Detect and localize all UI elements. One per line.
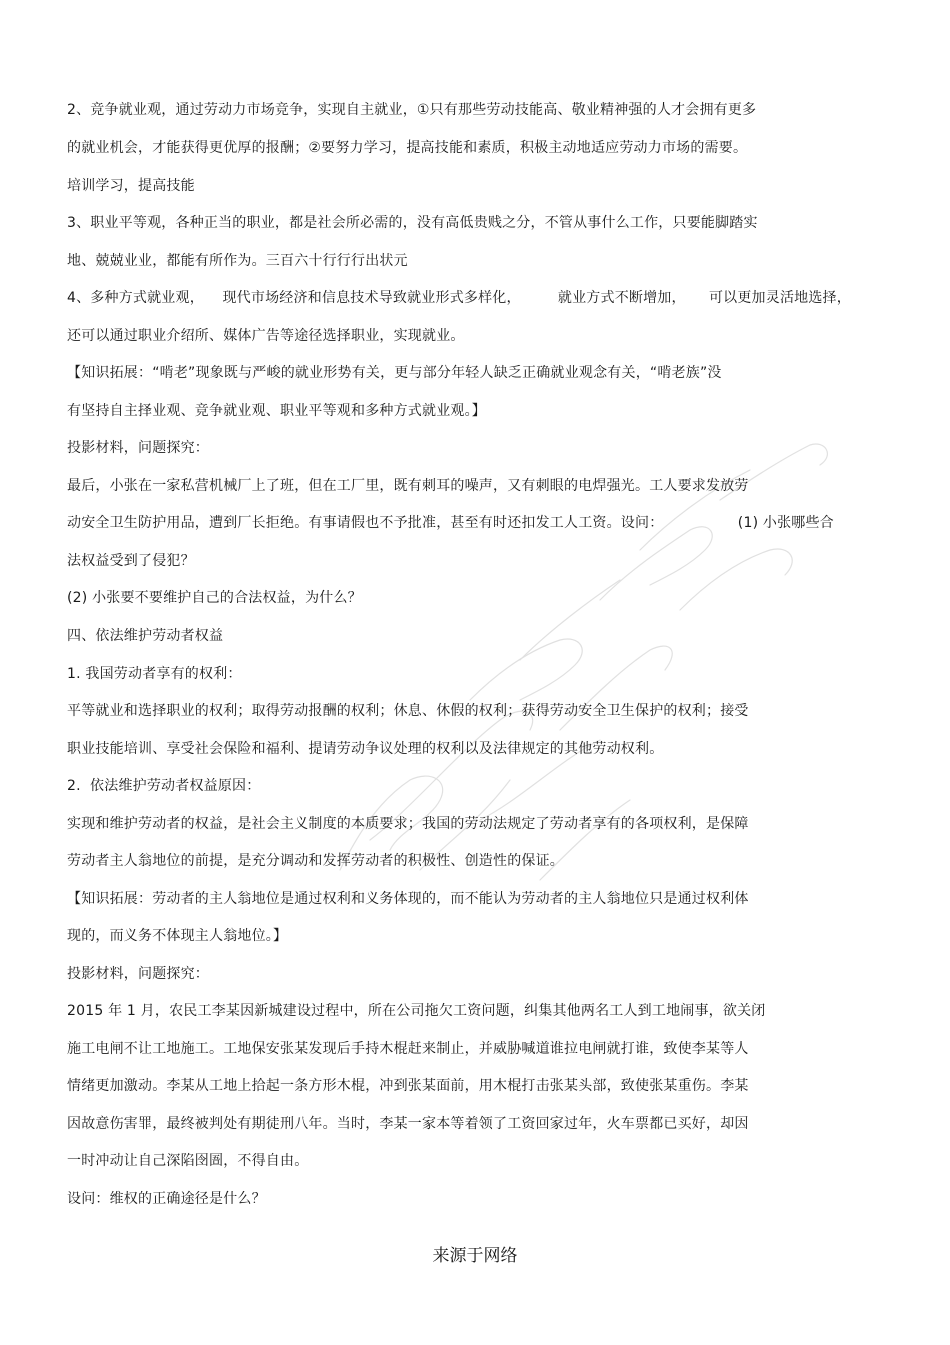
text-line: 地、兢兢业业，都能有所作为。三百六十行行行出状元 [67,253,408,269]
text-line: 职业技能培训、享受社会保险和福利、提请劳动争议处理的权利以及法律规定的其他劳动权利。 [67,741,664,757]
page-footer: 来源于网络 [432,1246,518,1266]
knowledge-extension: 【知识拓展：劳动者的主人翁地位是通过权利和义务体现的，而不能认为劳动者的主人翁地位只是通过权利体 [67,891,749,907]
text-line: 施工电闸不让工地施工。工地保安张某发现后手持木棍赶来制止，并威胁喊道谁拉电闸就打谁，致使李某等人 [67,1041,749,1057]
subheading: 2. 依法维护劳动者权益原因： [67,778,261,794]
section-label: 投影材料，问题探究： [67,440,209,456]
subheading: 1. 我国劳动者享有的权利： [67,666,242,682]
text-line: 还可以通过职业介绍所、媒体广告等途径选择职业，实现就业。 [67,328,465,344]
text-line: 实现和维护劳动者的权益，是社会主义制度的本质要求；我国的劳动法规定了劳动者享有的各项权利，是保障 [67,816,749,832]
text-line: 因故意伤害罪，最终被判处有期徒刑八年。当时，李某一家本等着领了工资回家过年，火车票都已买好，却因 [67,1116,749,1132]
text-line: 最后，小张在一家私营机械厂上了班，但在工厂里，既有刺耳的噪声，又有刺眼的电焊强光。工人要求发放劳 [67,478,749,494]
knowledge-extension: 有坚持自主择业观、竞争就业观、职业平等观和多种方式就业观。】 [67,403,486,419]
section-heading: 四、依法维护劳动者权益 [67,628,224,644]
text-line: 情绪更加激动。李某从工地上拾起一条方形木棍，冲到张某面前，用木棍打击张某头部，致使张某重伤。李某 [67,1078,749,1094]
text-line: 2015 年 1 月，农民工李某因新城建设过程中，所在公司拖欠工资问题，纠集其他两名工人到工地闹事，欲关闭 [67,1003,766,1019]
text-line: 平等就业和选择职业的权利；取得劳动报酬的权利；休息、休假的权利；获得劳动安全卫生保护的权利；接受 [67,703,749,719]
section-label: 投影材料，问题探究： [67,966,209,982]
knowledge-extension: 【知识拓展：“啃老”现象既与严峻的就业形势有关，更与部分年轻人缺乏正确就业观念有关，“啃老族”没 [67,365,722,381]
text-line: 培训学习，提高技能 [67,178,195,194]
text-line: 的就业机会，才能获得更优厚的报酬；②要努力学习，提高技能和素质，积极主动地适应劳动力市场的需要。 [67,140,748,156]
text-line: 3、职业平等观，各种正当的职业，都是社会所必需的，没有高低贵贱之分，不管从事什么工作，只要能脚踏实 [67,215,758,231]
text-line: 一时冲动让自己深陷囹圄，不得自由。 [67,1153,309,1169]
question-line: 设问：维权的正确途径是什么？ [67,1191,266,1207]
text-line: 法权益受到了侵犯？ [67,553,195,569]
knowledge-extension: 现的，而义务不体现主人翁地位。】 [67,928,288,944]
text-line: 2、竞争就业观，通过劳动力市场竞争，实现自主就业，①只有那些劳动技能高、敬业精神强的人才会拥有更多 [67,102,757,118]
text-line: 劳动者主人翁地位的前提，是充分调动和发挥劳动者的积极性、创造性的保证。 [67,853,564,869]
question-line: (2) 小张要不要维护自己的合法权益，为什么？ [67,590,362,606]
text-line: 动安全卫生防护用品，遭到厂长拒绝。有事请假也不予批准，甚至有时还扣发工人工资。设问： (1) 小张哪些合 [67,515,834,531]
text-line: 4、多种方式就业观， 现代市场经济和信息技术导致就业形式多样化， 就业方式不断增加， 可以更加灵活地选择， [67,290,851,306]
